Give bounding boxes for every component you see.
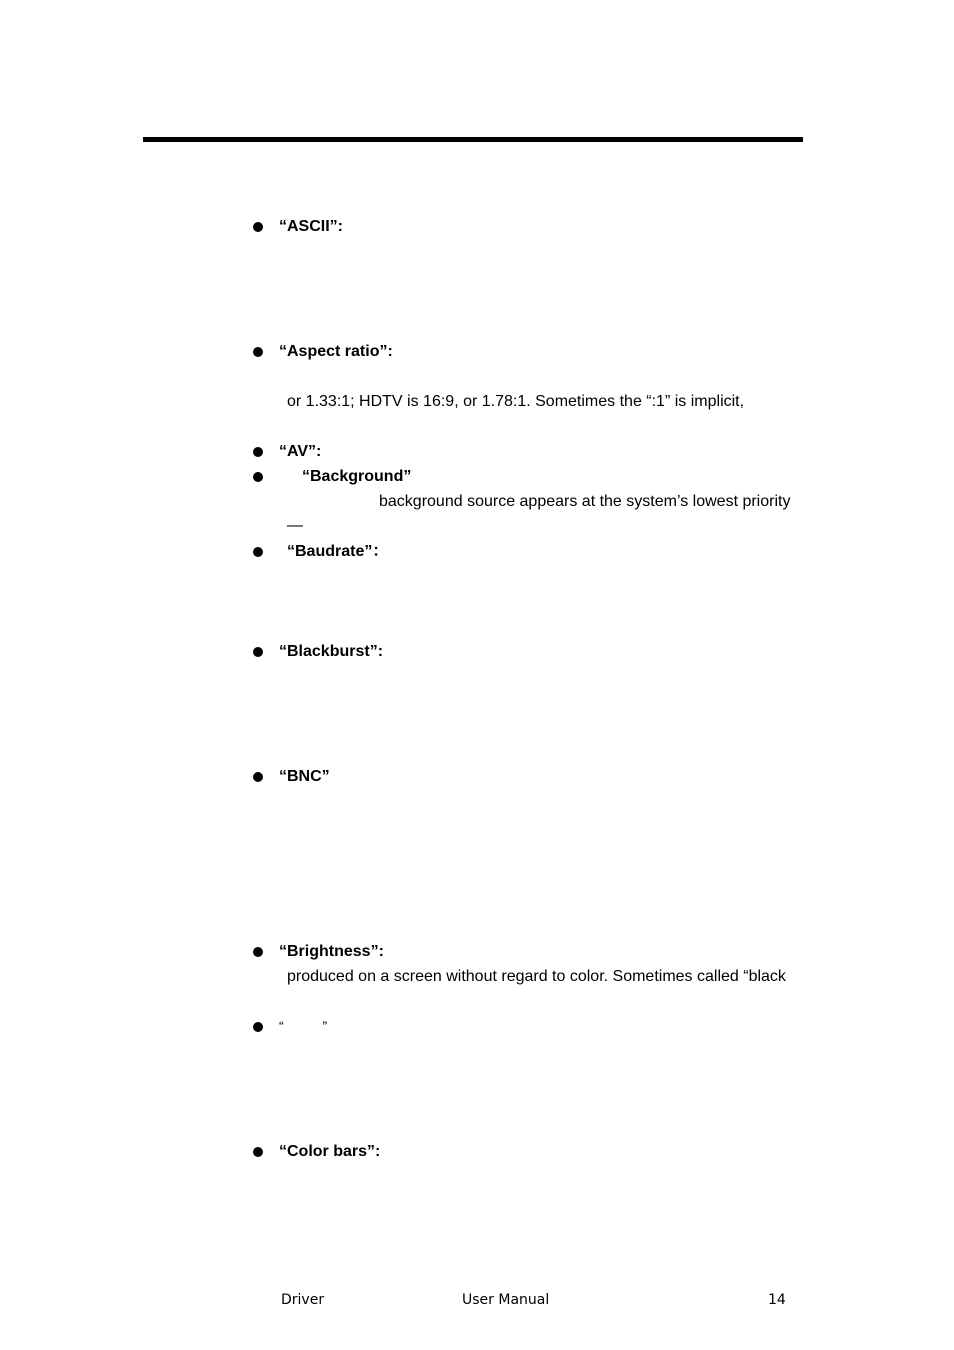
bullet-icon xyxy=(253,547,263,557)
bullet-icon xyxy=(253,1147,263,1157)
entry-term-ascii: “ASCII”: xyxy=(279,218,343,235)
entry-term-brightness: “Brightness”: xyxy=(279,943,384,960)
entry-term-bnc: “BNC” xyxy=(279,768,330,785)
footer-center: User Manual xyxy=(462,1292,550,1308)
page-number: 14 xyxy=(768,1292,786,1308)
bullet-icon xyxy=(253,647,263,657)
entry-term-blank: “ ” xyxy=(279,1018,328,1034)
footer-left: Driver xyxy=(281,1292,325,1308)
entry-text-brightness: produced on a screen without regard to color. Sometimes called “black xyxy=(287,968,786,985)
bullet-icon xyxy=(253,772,263,782)
entry-text-aspect-ratio: or 1.33:1; HDTV is 16:9, or 1.78:1. Sometimes the “:1” is implicit, xyxy=(287,393,745,410)
entry-term-baudrate: “Baudrate”： xyxy=(287,543,389,560)
bullet-icon xyxy=(253,1022,263,1032)
header-rule xyxy=(143,137,803,142)
entry-term-aspect-ratio: “Aspect ratio”: xyxy=(279,343,393,360)
entry-text-background: background source appears at the system’s lowest priority xyxy=(379,493,791,510)
entry-term-background: “Background” xyxy=(302,468,412,485)
bullet-icon xyxy=(253,447,263,457)
bullet-icon xyxy=(253,947,263,957)
bullet-icon xyxy=(253,472,263,482)
entry-dash-background: — xyxy=(287,517,303,534)
entry-term-av: “AV”: xyxy=(279,443,322,460)
entry-term-color-bars: “Color bars”: xyxy=(279,1143,381,1160)
bullet-icon xyxy=(253,222,263,232)
bullet-icon xyxy=(253,347,263,357)
entry-term-blackburst: “Blackburst”: xyxy=(279,643,384,660)
